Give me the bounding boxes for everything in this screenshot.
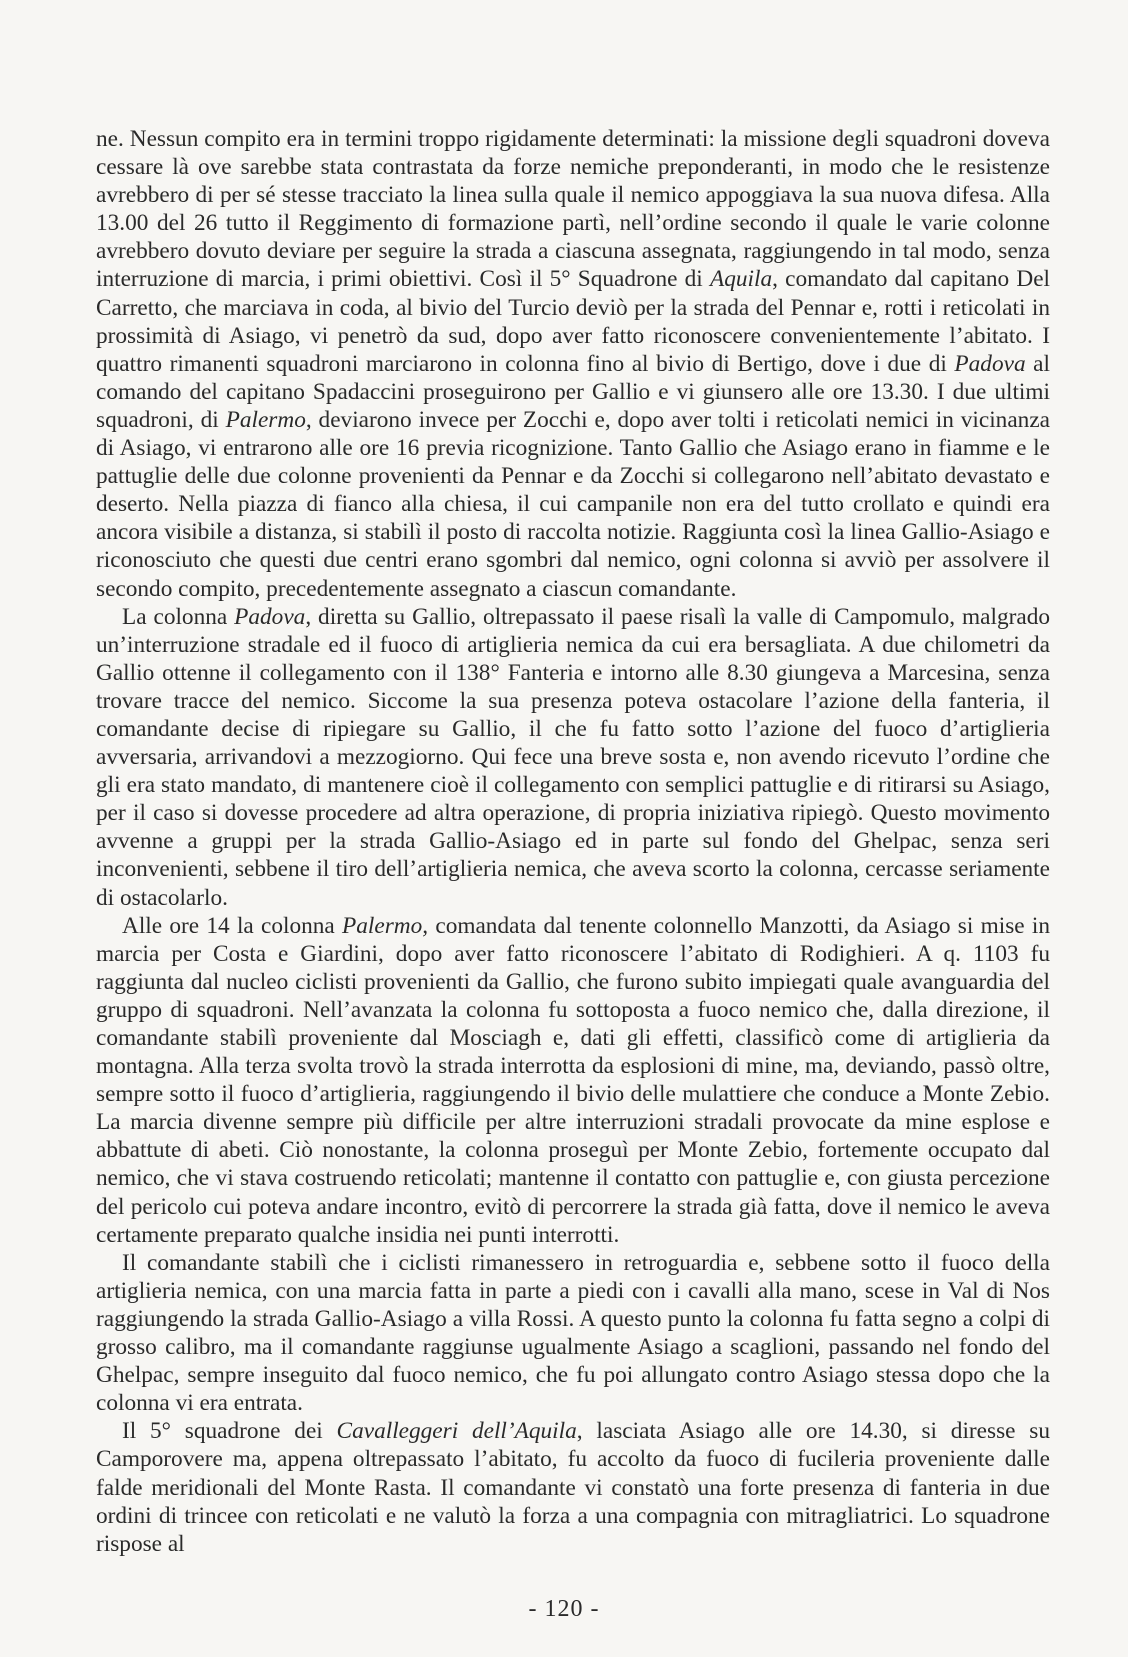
paragraph-text: Il 5° squadrone dei: [122, 1418, 337, 1445]
italic-text: Palermo,: [342, 912, 429, 939]
paragraph-text: Alle ore 14 la colonna: [122, 912, 343, 939]
paragraph-2: [96, 603, 1050, 912]
italic-text: Padova: [954, 350, 1026, 377]
paragraph-text: La colonna: [122, 603, 235, 630]
paragraph-text: , lasciata Asiago alle ore 14.30, si diresse su Camporovere ma, appena oltrepassato l’abitato, fu accolto da fuoco di fucileria proveniente dalle falde meridionali del Monte Rasta. Il comandante vi constatò una forte presenza di fanteria in due ordini di trincee con reticolati e ne valutò la forza a una compagnia con mitragliatrici. Lo squadrone rispose al: [96, 1418, 1050, 1557]
page-body: [96, 125, 1050, 1558]
paragraph-text: , diretta su Gallio, oltrepassato il paese risalì la valle di Campomulo, malgrado un’interruzione stradale ed il fuoco di artiglieria nemica da cui era bersagliata. A due chilometri da Gallio ottenne il collegamento con il 138° Fanteria e intorno alle 8.30 giungeva a Marcesina, senza trovare tracce del nemico. Siccome la sua presenza poteva ostacolare l’azione della fanteria, il comandante decise di ripiegare su Gallio, il che fu fatto sotto l’azione del fuoco d’artiglieria avversaria, arrivandovi a mezzogiorno. Qui fece una breve sosta e, non avendo ricevuto l’ordine che gli era stato mandato, di mantenere cioè il collegamento con semplici pattuglie e di ritirarsi su Asiago, per il caso si dovesse procedere ad altra operazione, di propria iniziativa ripiegò. Questo movimento avvenne a gruppi per la strada Gallio-Asiago ed in parte sul fondo del Ghelpac, senza seri inconvenienti, sebbene il tiro dell’artiglieria nemica, che aveva scorto la colonna, cercasse seriamente di ostacolarlo.: [96, 603, 1051, 911]
paragraph-1: [96, 125, 1050, 603]
paragraph-5: [96, 1417, 1050, 1557]
paragraph-4: [96, 1249, 1050, 1418]
paragraph-text: al comando del capitano Spadaccini proseguirono per Gallio e vi giunsero alle ore 13.30. I due ultimi squadroni, di: [96, 350, 1050, 433]
paragraph-text: comandata dal tenente colonnello Manzotti, da Asiago si mise in marcia per Costa e Giardini, dopo aver fatto riconoscere l’abitato di Rodighieri. A q. 1103 fu raggiunta dal nucleo ciclisti provenienti da Gallio, che furono subito impiegati quale avanguardia del gruppo di squadroni. Nell’avanzata la colonna fu sottoposta a fuoco nemico che, dalla direzione, il comandante stabilì proveniente dal Mosciagh e, dati gli effetti, classificò come di artiglieria da montagna. Alla terza svolta trovò la strada interrotta da esplosioni di mine, ma, deviando, passò oltre, sempre sotto il fuoco d’artiglieria, raggiungendo il bivio delle mulattiere che conduce a Monte Zebio. La marcia divenne sempre più difficile per altre interruzioni stradali provocate da mine esplose e abbattute di abeti. Ciò nonostante, la colonna proseguì per Monte Zebio, fortemente occupato dal nemico, che vi stava costruendo reticolati; mantenne il contatto con pattuglie e, con giusta percezione del pericolo cui poteva andare incontro, evitò di percorrere la strada già fatta, dove il nemico le aveva certamente preparato qualche insidia nei punti interrotti.: [96, 912, 1050, 1248]
italic-text: Cavalleggeri dell’Aquila: [336, 1418, 577, 1445]
page-number: - 120 -: [528, 1596, 600, 1622]
italic-text: Aquila: [710, 266, 773, 293]
italic-text: Padova: [234, 603, 306, 630]
paragraph-text: , deviarono invece per Zocchi e, dopo aver tolti i reticolati nemici in vicinanza di Asiago, vi entrarono alle ore 16 previa ricognizione. Tanto Gallio che Asiago erano in fiamme e le pattuglie delle due colonne provenienti da Pennar e da Zocchi si collegarono nell’abitato devastato e deserto. Nella piazza di fianco alla chiesa, il cui campanile non era del tutto crollato e quindi era ancora visibile a distanza, si stabilì il posto di raccolta notizie. Raggiunta così la linea Gallio-Asiago e riconosciuto che questi due centri erano sgombri dal nemico, ogni colonna si avviò per assolvere il secondo compito, precedentemente assegnato a ciascun comandante.: [96, 406, 1050, 602]
paragraph-text: , comandato dal capitano Del Carretto, che marciava in coda, al bivio del Turcio deviò per la strada del Pennar e, rotti i reticolati in prossimità di Asiago, vi penetrò da sud, dopo aver fatto riconoscere convenientemente l’abitato. I quattro rimanenti squadroni marciarono in colonna fino al bivio di Bertigo, dove i due di: [96, 266, 1051, 377]
paragraph-3: [96, 912, 1050, 1249]
paragraph-text: ne. Nessun compito era in termini troppo rigidamente determinati: la missione degli squadroni doveva cessare là ove sarebbe stata contrastata da forze nemiche preponderanti, in modo che le resistenze avrebbero di per sé stesse tracciato la linea sulla quale il nemico appoggiava la sua nuova difesa. Alla 13.00 del 26 tutto il Reggimento di formazione partì, nell’ordine secondo il quale le varie colonne avrebbero dovuto deviare per seguire la strada a ciascuna assegnata, raggiungendo in tal modo, senza interruzione di marcia, i primi obiettivi. Così il 5° Squadrone di: [96, 126, 1050, 293]
italic-text: Palermo: [225, 406, 306, 433]
paragraph-text: Il comandante stabilì che i ciclisti rimanessero in retroguardia e, sebbene sotto il fuoco della artiglieria nemica, con una marcia fatta in parte a piedi con i cavalli alla mano, scese in Val di Nos raggiungendo la strada Gallio-Asiago a villa Rossi. A questo punto la colonna fu fatta segno a colpi di grosso calibro, ma il comandante raggiunse ugualmente Asiago a scaglioni, passando nel fondo del Ghelpac, sempre inseguito dal fuoco nemico, che fu poi allungato contro Asiago stessa dopo che la colonna vi era entrata.: [96, 1249, 1050, 1417]
